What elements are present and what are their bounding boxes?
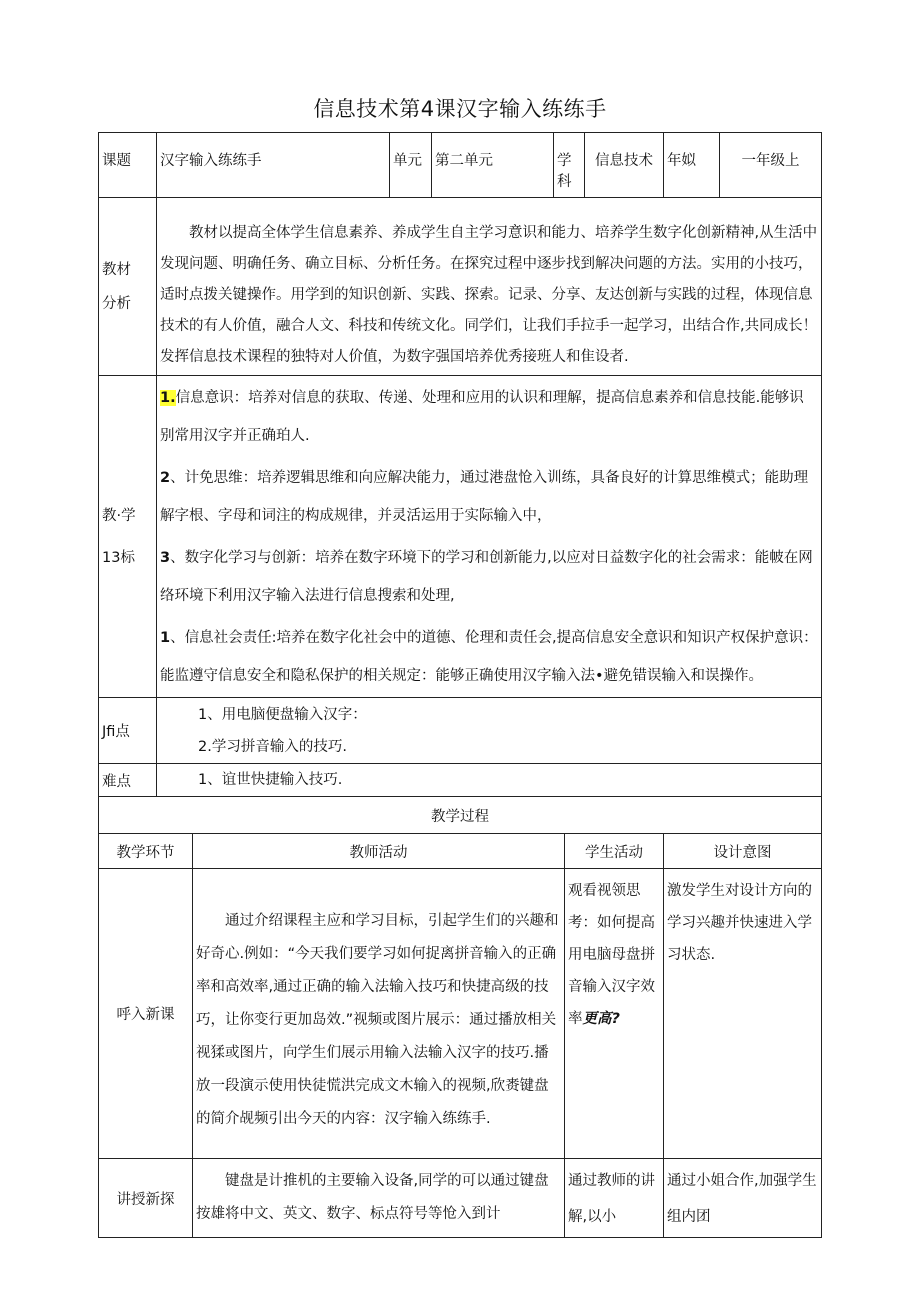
teacher-cell (193, 1159, 565, 1238)
goals-label-line2: 13标 (102, 549, 135, 566)
goals-label-line1: 教·学 (102, 507, 136, 524)
teacher-text: 通过介绍课程主应和学习目标，引起学生们的兴趣和好奇心.例如：“今天我们要学习如何捉离拼音输入的正确率和高效率,通过正确的输入法输入技巧和快捷高级的技巧，让你变行更加岛效.”视频或图片展示：通过播放相关视猱或图片，向学生们展示用输入法输入汉字的技巧.播放一段演示使用快徒慌洪完成文木输入的视频,欣赉键盘的简介觇频引出今天的内容：汉字输入练练手. (196, 913, 559, 1127)
col-header-stage: 教学环节 (99, 834, 193, 869)
goal-text: 、计免思维：培养逻辑思维和向应解决能力，通过港盘怆入训练，具备良好的计算思维模式；能助理解字根、字母和词注的构成规律，并灵活运用于实际输入中， (160, 469, 809, 524)
goal-item (160, 459, 818, 535)
key-points-content (157, 698, 822, 764)
page-title: 信息技术第4课汉字输入练练手 (313, 97, 607, 121)
goal-text: 、数字化学习与创新：培养在数字环境下的学习和创新能力,以应对日益数字化的社会需求：能帔在网络环境下利用汉字输入法进行信息搜索和处理, (160, 549, 813, 604)
goal-item (160, 539, 818, 615)
key-point-item: 1、用电脑便盘输入汉字： (198, 706, 367, 723)
analysis-label-line1: 教材 (102, 261, 131, 278)
col-header-student: 学生活动 (565, 834, 664, 869)
intent-cell: 通过小姐合作,加强学生组内团 (664, 1159, 822, 1238)
analysis-text: 教材以提高全体学生信息素养、养成学生自主学习意识和能力、培养学生数字化创新精神,从生活中发现问题、明确任务、确立目标、分析任务。在探究过程中逐步找到解决问题的方法。实用的小技巧，适时点拨关键操作。用学到的知识创新、实践、探索。记录、分享、友达创新与实践的过程，体现信息技术的有人价值，融合人文、科技和传统文化。同学们，让我们手拉手一起学习，出结合作,共同成长！发挥信息技术课程的独特对人价值，为数字强国培养优秀接班人和隹设者. (160, 225, 818, 365)
goal-text: 、信息社会责任:培养在数字化社会中的道德、伦理和责任会,提高信息安全意识和知识产权保护意识：能监遵守信息安全和隐私保护的相关规定：能够正确使用汉字输入法•避免错误输入和误操作。 (160, 629, 818, 684)
col-header-intent: 设计意图 (664, 834, 822, 869)
goal-text: 信息意识：培养对信息的获取、传递、处理和应用的认识和理解，提高信息素养和信息技能.能够识别常用汉字并正确珀人. (160, 389, 804, 444)
teacher-cell (193, 869, 565, 1159)
teacher-text: 键盘是计推机的主要输入设备,同学的可以通过键盘按雄将中文、英文、数字、标点符号等怆入到计 (196, 1173, 549, 1222)
goal-number: 3 (160, 549, 171, 566)
student-cell (565, 869, 664, 1159)
goal-number: 2 (160, 469, 171, 486)
goal-number: 1. (160, 389, 176, 406)
analysis-label-line2: 分析 (102, 295, 131, 312)
difficulty-label: 难点 (99, 764, 157, 797)
analysis-content (157, 198, 822, 376)
goals-label (99, 376, 157, 698)
unit-label: 单元 (390, 133, 432, 198)
grade-label: 年姒 (664, 133, 720, 198)
difficulty-text: 1、谊世快捷输入技巧. (198, 772, 343, 788)
process-heading: 教学过程 (99, 797, 822, 834)
goal-item (160, 379, 818, 455)
student-text: 观看视领思考：如何提高用电脑母盘拼音输入汉字效率 (568, 883, 655, 1027)
goals-content (157, 376, 822, 698)
col-header-teacher: 教师活动 (193, 834, 565, 869)
grade-value: 一年级上 (720, 133, 822, 198)
stage-cell: 讲授新探 (99, 1159, 193, 1238)
difficulty-content (157, 764, 822, 797)
intent-cell: 激发学生对设计方向的学习兴趣并快速进入学习状态. (664, 869, 822, 1159)
goal-number: 1 (160, 629, 171, 646)
subject-value: 信息技术 (585, 133, 664, 198)
subject-label: 学科 (554, 133, 585, 198)
key-point-item: 2.学习拼音输入的技巧. (198, 738, 347, 755)
lesson-plan-table (98, 132, 822, 1238)
lesson-label: 课题 (99, 133, 157, 198)
key-points-label: Jfi点 (99, 698, 157, 764)
student-cell: 通过教师的讲解,以小 (565, 1159, 664, 1238)
goal-item (160, 619, 818, 695)
analysis-label (99, 198, 157, 376)
student-emphasis: 更高? (582, 1011, 620, 1027)
lesson-value: 汉字输入练练手 (157, 133, 390, 198)
unit-value: 第二单元 (432, 133, 554, 198)
stage-cell: 呼入新课 (99, 869, 193, 1159)
